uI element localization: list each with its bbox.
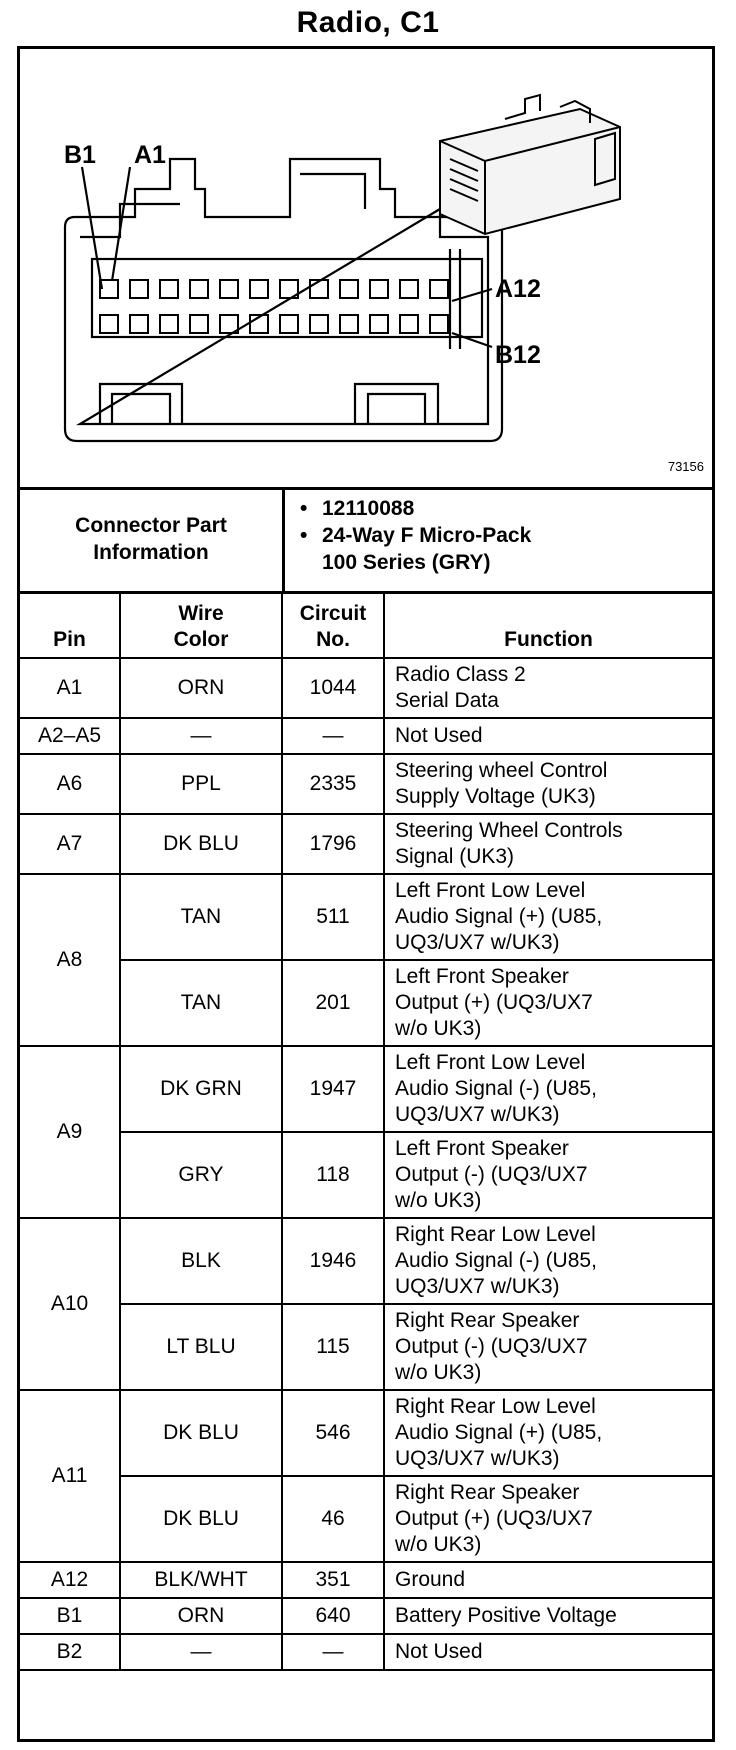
pin-cavity-a3 xyxy=(160,280,178,298)
function-cell: Left Front Low Level Audio Signal (-) (U85, UQ3/UX7 w/UK3) xyxy=(384,1046,712,1132)
function-cell: Radio Class 2 Serial Data xyxy=(384,658,712,718)
function-cell: Not Used xyxy=(384,718,712,754)
connector-isometric-icon xyxy=(440,95,620,234)
connector-part-information xyxy=(20,487,712,594)
pin-cell: A1 xyxy=(20,658,120,718)
header-wire-color: Wire Color xyxy=(120,591,282,658)
circuit-cell: — xyxy=(282,1634,384,1670)
pin-cavity-a1 xyxy=(100,280,118,298)
function-cell: Right Rear Speaker Output (+) (UQ3/UX7 w/o UK3) xyxy=(384,1476,712,1562)
pin-cell: A9 xyxy=(20,1046,120,1218)
pin-cell: B2 xyxy=(20,1634,120,1670)
pin-cavity-a12 xyxy=(430,280,448,298)
circuit-cell: 2335 xyxy=(282,754,384,814)
function-cell: Left Front Speaker Output (+) (UQ3/UX7 w/o UK3) xyxy=(384,960,712,1046)
pin-cell: A8 xyxy=(20,874,120,1046)
circuit-cell: 118 xyxy=(282,1132,384,1218)
circuit-cell: — xyxy=(282,718,384,754)
function-cell: Right Rear Low Level Audio Signal (+) (U85, UQ3/UX7 w/UK3) xyxy=(384,1390,712,1476)
wire-color-cell: TAN xyxy=(120,960,282,1046)
table-row xyxy=(20,1598,712,1634)
function-cell: Right Rear Low Level Audio Signal (-) (U85, UQ3/UX7 w/UK3) xyxy=(384,1218,712,1304)
pin-cell: A12 xyxy=(20,1562,120,1598)
wire-color-cell: DK BLU xyxy=(120,1390,282,1476)
circuit-cell: 201 xyxy=(282,960,384,1046)
pin-cavity-b7 xyxy=(280,315,298,333)
table-row xyxy=(20,960,712,1046)
table-row xyxy=(20,1562,712,1598)
table-row xyxy=(20,1218,712,1304)
header-circuit-no: Circuit No. xyxy=(282,591,384,658)
pin-cavity-b4 xyxy=(190,315,208,333)
circuit-cell: 546 xyxy=(282,1390,384,1476)
function-cell: Not Used xyxy=(384,1634,712,1670)
pin-cavity-a2 xyxy=(130,280,148,298)
pin-cavity-a11 xyxy=(400,280,418,298)
table-row xyxy=(20,754,712,814)
wire-color-cell: PPL xyxy=(120,754,282,814)
table-row xyxy=(20,1390,712,1476)
function-cell: Left Front Low Level Audio Signal (+) (U85, UQ3/UX7 w/UK3) xyxy=(384,874,712,960)
circuit-cell: 511 xyxy=(282,874,384,960)
function-cell: Steering wheel Control Supply Voltage (UK3) xyxy=(384,754,712,814)
table-row xyxy=(20,658,712,718)
table-row xyxy=(20,1304,712,1390)
pin-cell: A10 xyxy=(20,1218,120,1390)
circuit-cell: 1947 xyxy=(282,1046,384,1132)
wire-color-cell: BLK/WHT xyxy=(120,1562,282,1598)
pin-cavity-a6 xyxy=(250,280,268,298)
table-row xyxy=(20,814,712,874)
pin-cavity-b9 xyxy=(340,315,358,333)
circuit-cell: 1796 xyxy=(282,814,384,874)
wire-color-cell: DK BLU xyxy=(120,1476,282,1562)
pin-cavity-b10 xyxy=(370,315,388,333)
table-row xyxy=(20,1132,712,1218)
wire-color-cell: — xyxy=(120,1634,282,1670)
pinout-table xyxy=(20,591,712,1671)
label-b1: B1 xyxy=(64,141,96,169)
pin-cavity-a9 xyxy=(340,280,358,298)
pin-cavity-b3 xyxy=(160,315,178,333)
wire-color-cell: TAN xyxy=(120,874,282,960)
header-function: Function xyxy=(384,591,712,658)
circuit-cell: 1044 xyxy=(282,658,384,718)
connector-description: • 24-Way F Micro-Pack 100 Series (GRY) xyxy=(300,522,531,576)
connector-info-label: Connector Part Information xyxy=(20,487,285,591)
connector-drawing xyxy=(20,49,712,487)
circuit-cell: 351 xyxy=(282,1562,384,1598)
pin-cavity-b11 xyxy=(400,315,418,333)
pin-row-a xyxy=(100,280,448,298)
wire-color-cell: GRY xyxy=(120,1132,282,1218)
table-row xyxy=(20,1476,712,1562)
circuit-cell: 115 xyxy=(282,1304,384,1390)
function-cell: Left Front Speaker Output (-) (UQ3/UX7 w/o UK3) xyxy=(384,1132,712,1218)
wire-color-cell: DK BLU xyxy=(120,814,282,874)
pinout-table-body xyxy=(20,658,712,1670)
pin-cavity-a10 xyxy=(370,280,388,298)
connector-info-list xyxy=(300,495,531,576)
label-a1: A1 xyxy=(134,141,166,169)
table-row xyxy=(20,718,712,754)
pin-cell: A11 xyxy=(20,1390,120,1562)
table-row xyxy=(20,1046,712,1132)
page-title: Radio, C1 xyxy=(296,6,440,39)
function-cell: Ground xyxy=(384,1562,712,1598)
table-row xyxy=(20,874,712,960)
connector-sheet xyxy=(17,46,715,1742)
circuit-cell: 1946 xyxy=(282,1218,384,1304)
circuit-cell: 46 xyxy=(282,1476,384,1562)
label-a12: A12 xyxy=(495,275,541,303)
pin-cavity-b8 xyxy=(310,315,328,333)
figure-number: 73156 xyxy=(667,459,704,474)
wire-color-cell: — xyxy=(120,718,282,754)
pin-cavity-b12 xyxy=(430,315,448,333)
wire-color-cell: LT BLU xyxy=(120,1304,282,1390)
wire-color-cell: DK GRN xyxy=(120,1046,282,1132)
pin-cavity-b2 xyxy=(130,315,148,333)
wire-color-cell: ORN xyxy=(120,658,282,718)
pin-row-b xyxy=(100,315,448,333)
function-cell: Steering Wheel Controls Signal (UK3) xyxy=(384,814,712,874)
table-row xyxy=(20,1634,712,1670)
function-cell: Right Rear Speaker Output (-) (UQ3/UX7 w/o UK3) xyxy=(384,1304,712,1390)
pin-cavity-a4 xyxy=(190,280,208,298)
circuit-cell: 640 xyxy=(282,1598,384,1634)
header-pin: Pin xyxy=(20,591,120,658)
pin-cavity-a8 xyxy=(310,280,328,298)
pin-cell: A2–A5 xyxy=(20,718,120,754)
pin-cell: A6 xyxy=(20,754,120,814)
label-b12: B12 xyxy=(495,341,541,369)
connector-diagram xyxy=(20,49,712,490)
pin-cavity-a5 xyxy=(220,280,238,298)
pin-cell: B1 xyxy=(20,1598,120,1634)
connector-part-number: • 12110088 xyxy=(300,495,531,522)
table-header-row xyxy=(20,591,712,658)
pin-cell: A7 xyxy=(20,814,120,874)
wire-color-cell: ORN xyxy=(120,1598,282,1634)
pin-cavity-b1 xyxy=(100,315,118,333)
function-cell: Battery Positive Voltage xyxy=(384,1598,712,1634)
wire-color-cell: BLK xyxy=(120,1218,282,1304)
